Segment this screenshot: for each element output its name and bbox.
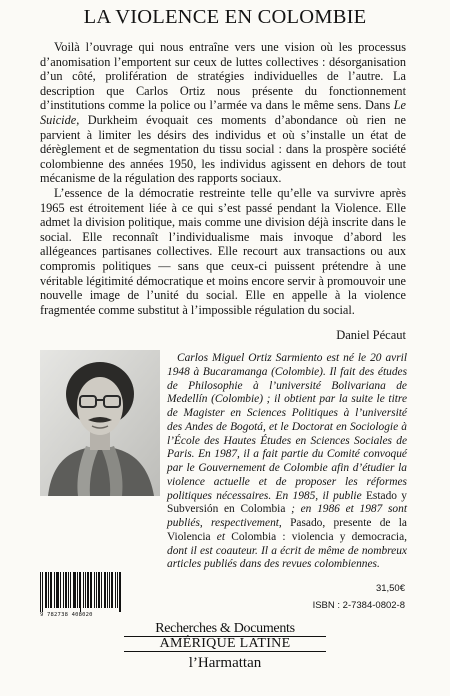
barcode-bar: [94, 572, 95, 608]
barcode-bar: [83, 572, 84, 608]
barcode-bar: [45, 572, 46, 608]
publisher-logo: [120, 621, 330, 682]
barcode-bar: [70, 572, 71, 608]
barcode-bar: [111, 572, 112, 608]
author-photo: [40, 350, 160, 496]
barcode-bar: [85, 572, 86, 608]
cited-work-title: Le Suicide: [40, 98, 406, 127]
barcode-number: 9 782738 408020: [40, 612, 93, 618]
barcode-bar: [112, 572, 113, 608]
barcode-bar: [77, 572, 78, 608]
barcode-bar: [98, 572, 99, 608]
series-name: Recherches & Documents: [155, 621, 295, 636]
barcode-bar: [115, 572, 116, 608]
summary-paragraph-1: [40, 40, 406, 186]
barcode-bar: [107, 572, 108, 608]
isbn-label: ISBN : 2-7384-0802-8: [312, 600, 405, 611]
barcode-bar: [101, 572, 102, 608]
barcode-bar: [105, 572, 106, 608]
bio-part-e: et: [210, 530, 232, 543]
summary-author-signature: Daniel Pécaut: [336, 328, 406, 342]
book-title-estado-y-subversion: Estado y Subversión en Colombia: [167, 489, 408, 516]
author-biography: [167, 352, 407, 572]
barcode-bar: [68, 572, 69, 608]
barcode-bar: [60, 572, 61, 608]
barcode-bar: [40, 572, 41, 612]
barcode-bar: [109, 572, 110, 608]
barcode-bar: [90, 572, 91, 608]
bio-part-g: , dont il est coauteur. Il a écrit de même de nombreux articles publiés dans des revues colombiennes.: [167, 530, 407, 571]
barcode-bar: [96, 572, 97, 608]
summary-paragraph-2: L’essence de la démocratie restreinte telle qu’elle va survivre après 1965 est étroitement liée à ce qui s’est passé pendant la Violence. Elle admet la division politique, mais comme une division déjà inscrite dans le social. Elle reconnaît l’individualisme mais invoque d’abord les allégeances partisanes collectives. Elle recourt aux transactions ou aux compromis politiques — sans que ceux-ci puissent prétendre à une véritable légitimité démocratique et moins encore servir à promouvoir une nouvelle image de l’unité du social. Elle en appelle à la violence fragmentée comme substitut à l’impossible régulation du social.: [40, 185, 406, 317]
barcode-bar: [66, 572, 67, 608]
barcode-bar: [54, 572, 55, 608]
barcode-bar: [88, 572, 89, 608]
barcode-bar: [80, 572, 81, 612]
barcode-bar: [46, 572, 47, 608]
bio-part-c: ; en 1986 et 1987 sont publiés, respectivement,: [167, 503, 407, 529]
barcode-bar: [57, 572, 58, 608]
barcode-bar: [119, 572, 120, 612]
barcode-bar: [51, 572, 52, 608]
book-title: LA VIOLENCE EN COLOMBIE: [83, 6, 367, 28]
publisher-name: l’Harmattan: [188, 655, 262, 671]
summary-p1-end: , Durkheim évoquait ces moments d’abondance où rien ne parvient à limiter les désirs des individus et où s’installe un état de dérèglement et de segmentation du tissu social : dans la prospère société colombienne des années 1950, les individus agissent en dehors de tout mécanisme de la régulation des rapports sociaux.: [40, 112, 406, 186]
barcode-bar: [117, 572, 118, 608]
barcode-bar: [75, 572, 76, 608]
barcode-bar: [73, 572, 74, 608]
publisher-divider: [124, 651, 326, 652]
book-title-pasado-presente: Pasado, presente de la Violencia: [167, 517, 407, 543]
barcode-bar: [65, 572, 66, 608]
barcode-bar: [104, 572, 105, 608]
barcode-bar: [58, 572, 59, 608]
summary-p1-start: Voilà l’ouvrage qui nous entraîne vers une vision où les processus d’anomisation l’emportent sur ceux de luttes collectives : désorganisation d’un côté, prolifération de stratégies individuelles de l’autre. La description que Carlos Ortiz nous présente du fonctionnement d’institutions comme la police ou l’armée va dans le même sens. Dans: [40, 40, 406, 113]
barcode-bar: [50, 572, 51, 608]
collection-name: AMÉRIQUE LATINE: [159, 636, 291, 651]
barcode-bar: [91, 572, 92, 608]
barcode-image: [40, 572, 122, 612]
book-title-colombia-violencia: Colombia : violencia y democracia: [231, 530, 405, 543]
bio-part-a: Carlos Miguel Ortiz Sarmiento est né le 20 avril 1948 à Bucaramanga (Colombie). Il fait des études de Philosophie à l’université Bolivariana de Medellín (Colombie) ; il obtient par la suite le titre de Magister en Sciences Politiques à l’université des Andes de Bogotá, et le Doctorat en Sociologie à l’École des Hautes Études en Sciences Sociales de Paris. En 1987, il a fait partie du Comité convoqué par le Gouvernement de Colombie afin d’étudier la violence actuelle et de proposer les réformes politiques nécessaires. En 1985, il publie: [167, 352, 407, 502]
price-label: 31,50€: [375, 583, 405, 594]
barcode-bar: [120, 572, 121, 612]
back-cover-summary: [40, 40, 406, 317]
barcode-bar: [42, 572, 43, 612]
barcode-bar: [99, 572, 100, 608]
barcode-bar: [56, 572, 57, 608]
barcode-bar: [74, 572, 75, 608]
barcode-bar: [63, 572, 64, 608]
barcode-bar: [87, 572, 88, 608]
barcode-bar: [79, 572, 80, 608]
author-portrait-image: [40, 350, 160, 496]
barcode-bar: [48, 572, 49, 608]
